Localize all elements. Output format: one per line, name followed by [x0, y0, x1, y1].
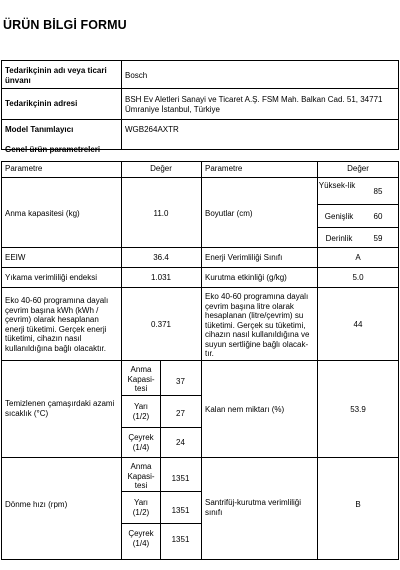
wash-index-label: Yıkama verimliliği endeksi	[5, 273, 98, 282]
water-consumption-value: 44	[353, 320, 363, 329]
capacity-value: 11.0	[153, 209, 169, 218]
supplier-address-label: Tedarikçinin adresi	[5, 99, 78, 108]
energy-class-value: A	[355, 253, 361, 262]
depth-value: 59	[373, 234, 383, 243]
eeiw-label: EEIW	[5, 253, 26, 262]
supplier-address-value: BSH Ev Aletleri Sanayi ve Ticaret A.Ş. FSM Mah. Balkan Cad. 51, 34771 Ümraniye İstanbul, Türkiye	[125, 95, 383, 114]
spin-class-value: B	[355, 500, 361, 509]
section-title: Genel ürün parametreleri	[5, 145, 101, 154]
rinse-value: 5.0	[352, 273, 364, 282]
model-value: WGB264AXTR	[125, 125, 179, 134]
temperature-label: Temizlenen çamaşırdaki azami sıcaklık (°C)	[5, 399, 115, 418]
width-label: Genişlik	[324, 212, 354, 221]
spin-rated-label: Anma Kapasi-tesi	[127, 462, 155, 490]
temp-half-value: 27	[176, 409, 185, 418]
supplier-name-label: Tedarikçinin adı veya ticari ünvanı	[5, 66, 107, 85]
temp-quarter-value: 24	[176, 438, 185, 447]
header-param-2: Parametre	[205, 164, 243, 173]
energy-consumption-label: Eko 40-60 programına dayalı çevrim başına kWh (kWh / çevrim) olarak hesaplanan enerji tüketimi. Gerçek enerji tüketimi, cihazın nasıl kullanıldığına bağlı olacaktır.	[5, 296, 109, 353]
spin-half-value: 1351	[171, 506, 190, 515]
wash-index-value: 1.031	[150, 273, 172, 282]
header-value-2: Değer	[347, 164, 369, 173]
spin-class-label: Santrifüj-kurutma verimliliği sınıfı	[205, 498, 302, 517]
temp-rated-label: Anma Kapasi-tesi	[127, 365, 155, 393]
spin-rated-value: 1351	[171, 474, 190, 483]
header-param-1: Parametre	[5, 164, 43, 173]
moisture-label: Kalan nem miktarı (%)	[205, 405, 285, 414]
spin-speed-label: Dönme hızı (rpm)	[5, 500, 68, 509]
height-value: 85	[373, 187, 383, 196]
temp-half-label: Yarı (1/2)	[132, 402, 150, 421]
header-value-1: Değer	[150, 164, 172, 173]
spin-quarter-label: Çeyrek (1/4)	[128, 529, 154, 548]
height-label: Yüksek-lik	[318, 181, 356, 190]
temp-quarter-label: Çeyrek (1/4)	[128, 433, 154, 452]
water-consumption-label: Eko 40-60 programına dayalı çevrim başına litre olarak hesaplanan (litre/çevrim) su tüketimi. Gerçek su tüketimi, cihazın nasıl kullanıldığına ve suyun sertliğine bağlı olacak-tır.	[205, 292, 310, 358]
dimensions-label: Boyutlar (cm)	[205, 209, 253, 218]
temp-rated-value: 37	[176, 377, 185, 386]
capacity-label: Anma kapasitesi (kg)	[5, 209, 80, 218]
model-label: Model Tanımlayıcı	[5, 125, 74, 134]
spin-quarter-value: 1351	[171, 535, 190, 544]
eeiw-value: 36.4	[153, 253, 169, 262]
width-value: 60	[373, 212, 383, 221]
depth-label: Derinlik	[325, 234, 353, 243]
moisture-value: 53.9	[350, 405, 366, 414]
page-title: ÜRÜN BİLGİ FORMU	[3, 18, 127, 32]
supplier-name-value: Bosch	[125, 71, 148, 80]
rinse-label: Kurutma etkinliği (g/kg)	[205, 273, 287, 282]
spin-half-label: Yarı (1/2)	[132, 498, 150, 517]
energy-consumption-value: 0.371	[150, 320, 172, 329]
energy-class-label: Enerji Verimliliği Sınıfı	[205, 253, 283, 262]
